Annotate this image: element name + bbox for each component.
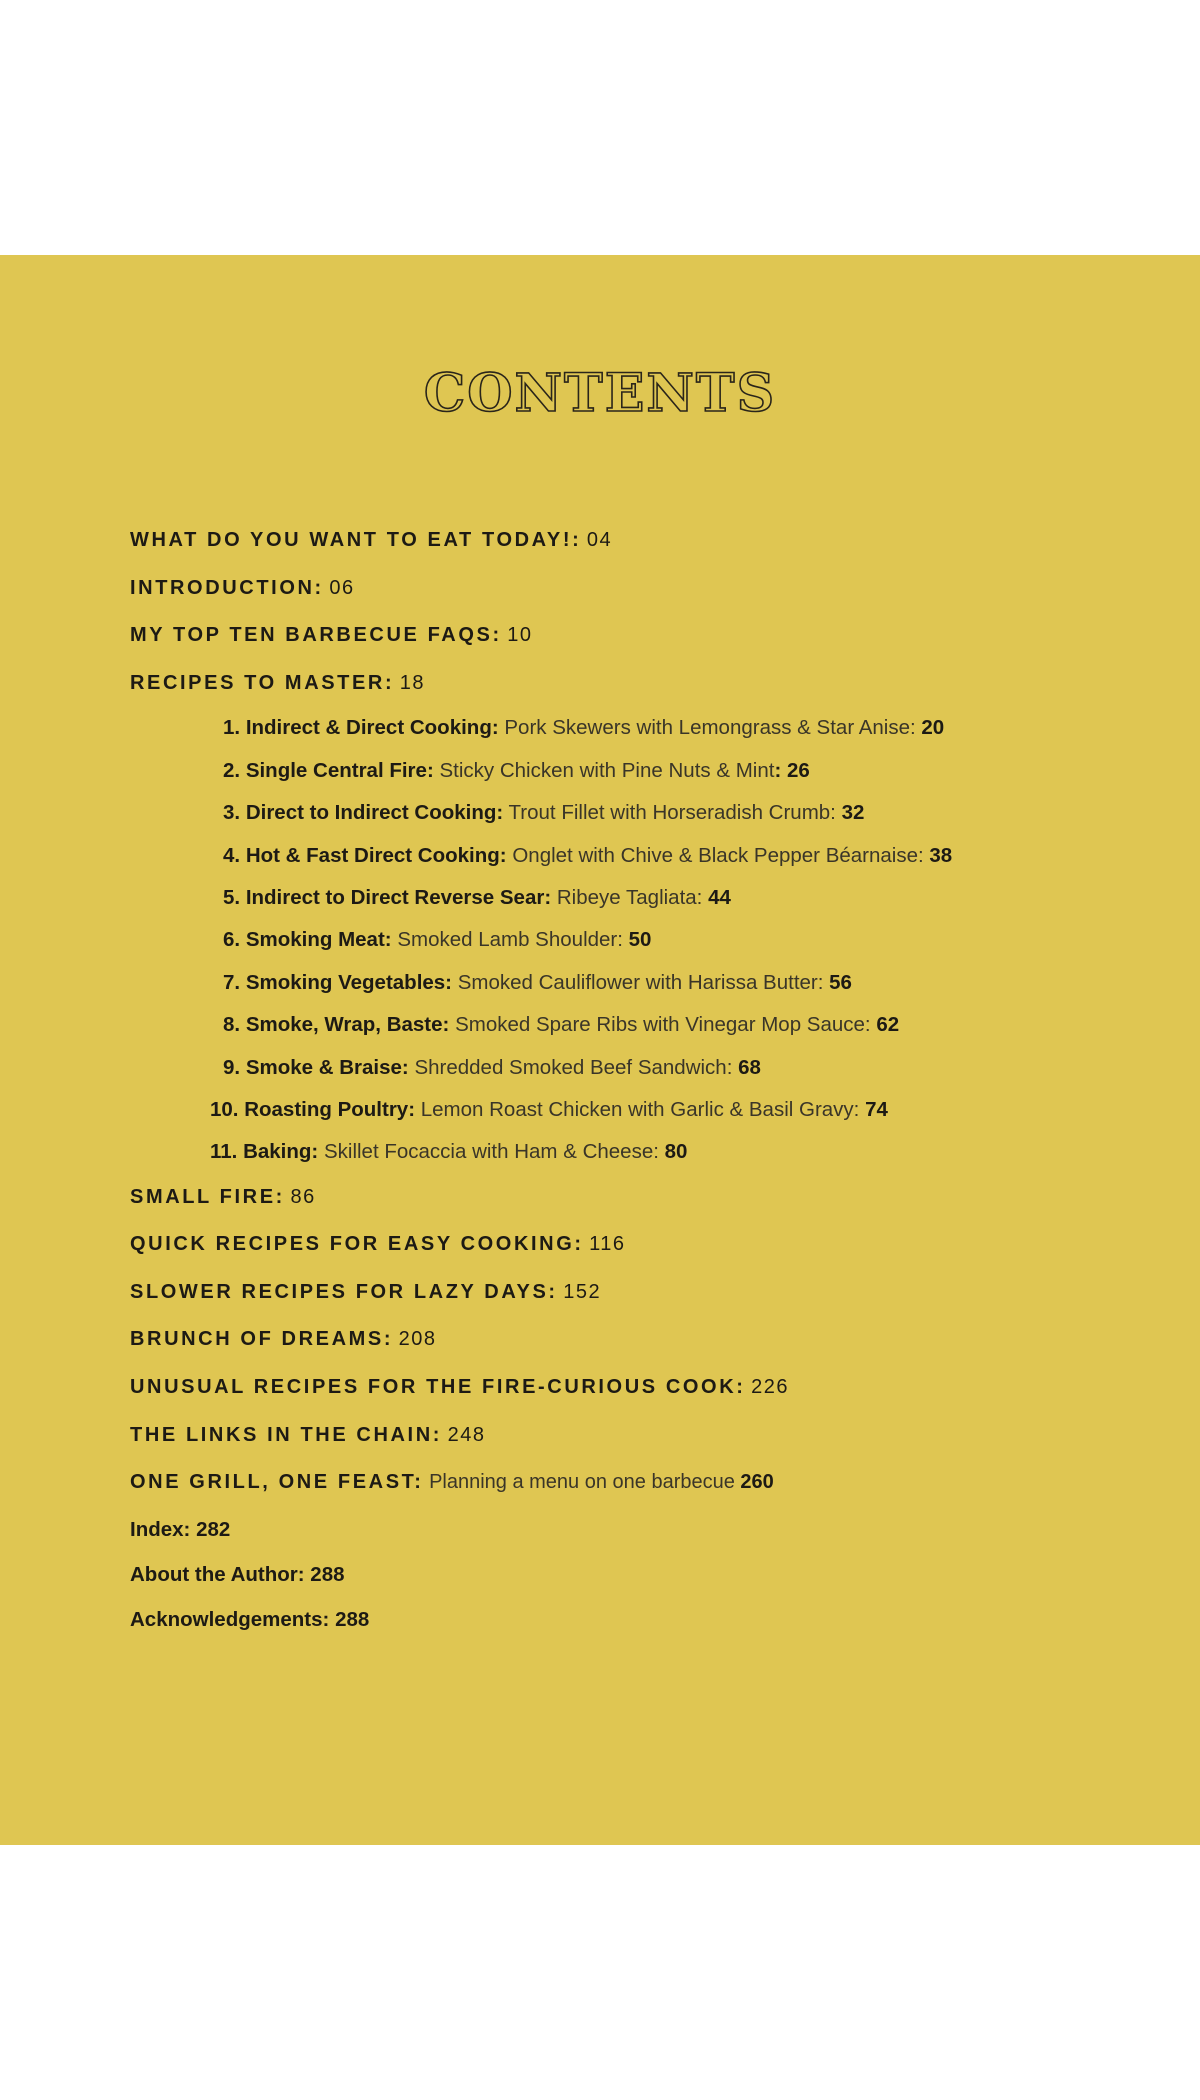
toc-entry-small-fire[interactable] [130, 1174, 1170, 1222]
page-title: CONTENTS [423, 363, 777, 424]
recipe-technique: Hot & Fast Direct Cooking: [245, 843, 507, 867]
recipe-index: 11. [210, 1140, 238, 1164]
toc-entry-label: MY TOP TEN BARBECUE FAQS: [130, 624, 502, 647]
recipe-technique: Direct to Indirect Cooking: [245, 801, 504, 825]
toc-entry-about-author[interactable] [130, 1552, 1170, 1597]
toc-entry-label: SLOWER RECIPES FOR LAZY DAYS: [130, 1280, 558, 1303]
recipe-technique: Baking: [243, 1140, 319, 1164]
table-of-contents [130, 517, 1170, 1642]
toc-entry-page: 260 [740, 1471, 774, 1494]
recipe-page: 44 [708, 885, 731, 909]
toc-entry-label: THE LINKS IN THE CHAIN: [130, 1423, 443, 1446]
toc-entry-page: 18 [399, 671, 426, 694]
recipe-technique: Roasting Poultry: [244, 1097, 416, 1121]
recipe-entry-4[interactable] [130, 835, 1170, 877]
recipe-title: Smoked Lamb Shoulder: [397, 928, 623, 952]
recipe-technique: Smoke, Wrap, Baste: [245, 1013, 450, 1037]
toc-entry-page: 226 [751, 1376, 789, 1399]
recipe-entry-7[interactable] [130, 962, 1170, 1004]
toc-entry-page: 10 [507, 624, 533, 647]
toc-entry-label: Acknowledgements: [130, 1607, 330, 1631]
recipe-entry-9[interactable] [130, 1047, 1170, 1089]
recipe-page: 68 [738, 1055, 761, 1079]
recipe-entry-8[interactable] [130, 1004, 1170, 1046]
recipe-title: Shredded Smoked Beef Sandwich: [414, 1055, 733, 1079]
recipe-entry-6[interactable] [130, 919, 1170, 961]
recipe-page: 62 [876, 1013, 900, 1037]
recipe-entry-10[interactable] [130, 1089, 1170, 1131]
toc-entry-label: BRUNCH OF DREAMS: [130, 1328, 394, 1351]
recipe-entry-3[interactable] [130, 792, 1170, 834]
toc-entry-page: 248 [447, 1423, 486, 1446]
recipe-index: 9. [223, 1055, 241, 1079]
toc-entry-page: 86 [290, 1185, 316, 1208]
recipe-index: 5. [223, 885, 241, 909]
recipe-technique: Indirect to Direct Reverse Sear: [245, 885, 552, 909]
toc-entry-label: ONE GRILL, ONE FEAST: [130, 1471, 424, 1494]
recipe-title: Onglet with Chive & Black Pepper Béarnaise: [512, 843, 924, 867]
recipe-technique: Smoking Meat: [245, 928, 392, 952]
toc-entry-introduction[interactable] [130, 565, 1170, 613]
toc-entry-description: Planning a menu on one barbecue [429, 1471, 735, 1494]
recipe-title: Smoked Spare Ribs with Vinegar Mop Sauce: [455, 1013, 871, 1037]
recipe-index: 6. [223, 928, 241, 952]
contents-page [0, 255, 1200, 1845]
recipe-index: 10. [210, 1097, 239, 1121]
toc-entry-label: INTRODUCTION: [130, 576, 324, 599]
toc-entry-unusual-recipes[interactable] [130, 1364, 1170, 1412]
recipe-entry-2[interactable] [130, 750, 1170, 792]
recipe-page: 50 [628, 928, 652, 952]
recipe-index: 8. [223, 1013, 241, 1037]
recipe-technique: Single Central Fire: [245, 758, 434, 782]
recipe-title: Ribeye Tagliata: [556, 885, 703, 909]
recipe-title: Smoked Cauliflower with Harissa Butter: [457, 970, 824, 994]
recipe-index: 7. [223, 970, 241, 994]
recipe-title: Pork Skewers with Lemongrass & Star Anise: [504, 716, 916, 740]
recipe-entry-11[interactable] [130, 1131, 1170, 1173]
toc-entry-brunch[interactable] [130, 1316, 1170, 1364]
toc-entry-label: WHAT DO YOU WANT TO EAT TODAY!: [130, 529, 582, 551]
recipe-page: 80 [664, 1140, 688, 1164]
toc-entry-page: 288 [335, 1607, 370, 1631]
recipe-index: 4. [223, 843, 241, 867]
toc-entry-page: 06 [329, 576, 355, 599]
toc-entry-faqs[interactable] [130, 612, 1170, 660]
toc-entry-label: UNUSUAL RECIPES FOR THE FIRE-CURIOUS COOK: [130, 1376, 746, 1399]
recipe-technique: Smoking Vegetables: [245, 970, 453, 994]
recipe-page: 74 [865, 1097, 888, 1121]
toc-entry-index[interactable] [130, 1507, 1170, 1552]
recipe-page: 32 [841, 801, 865, 825]
toc-entry-slower-recipes[interactable] [130, 1269, 1170, 1317]
recipe-title: Lemon Roast Chicken with Garlic & Basil Gravy: [420, 1097, 860, 1121]
recipe-page: 20 [921, 716, 945, 740]
toc-entry-label: Index: [130, 1517, 191, 1541]
recipe-title: Sticky Chicken with Pine Nuts & Mint [439, 758, 775, 782]
recipe-index: 2. [223, 758, 241, 782]
recipe-technique: Smoke & Braise: [245, 1055, 409, 1079]
toc-entry-quick-recipes[interactable] [130, 1221, 1170, 1269]
recipe-page: 56 [829, 970, 852, 994]
toc-entry-page: 282 [196, 1517, 231, 1541]
toc-entry-label: RECIPES TO MASTER: [130, 671, 395, 694]
toc-entry-page: 152 [563, 1280, 602, 1303]
recipe-title: Skillet Focaccia with Ham & Cheese: [323, 1140, 659, 1164]
recipe-title: Trout Fillet with Horseradish Crumb: [508, 801, 836, 825]
recipe-page: : 26 [774, 758, 810, 782]
toc-entry-page: 116 [589, 1233, 626, 1256]
toc-entry-recipes-to-master[interactable] [130, 660, 1170, 708]
toc-entry-page: 208 [398, 1328, 437, 1351]
recipe-index: 1. [223, 716, 241, 740]
toc-entry-page: 04 [586, 529, 613, 551]
recipe-entry-5[interactable] [130, 877, 1170, 919]
toc-entry-page: 288 [310, 1562, 345, 1586]
recipe-index: 3. [223, 801, 241, 825]
toc-entry-links-in-chain[interactable] [130, 1412, 1170, 1460]
recipe-technique: Indirect & Direct Cooking: [245, 716, 499, 740]
toc-entry-label: SMALL FIRE: [130, 1185, 285, 1208]
toc-entry-one-grill[interactable] [130, 1459, 1170, 1507]
recipe-page: 38 [929, 843, 953, 867]
recipe-entry-1[interactable] [130, 707, 1170, 749]
toc-entry-label: QUICK RECIPES FOR EASY COOKING: [130, 1233, 584, 1256]
toc-entry-what-to-eat[interactable] [130, 517, 1170, 565]
toc-entry-label: About the Author: [130, 1562, 305, 1586]
toc-entry-acknowledgements[interactable] [130, 1597, 1170, 1642]
